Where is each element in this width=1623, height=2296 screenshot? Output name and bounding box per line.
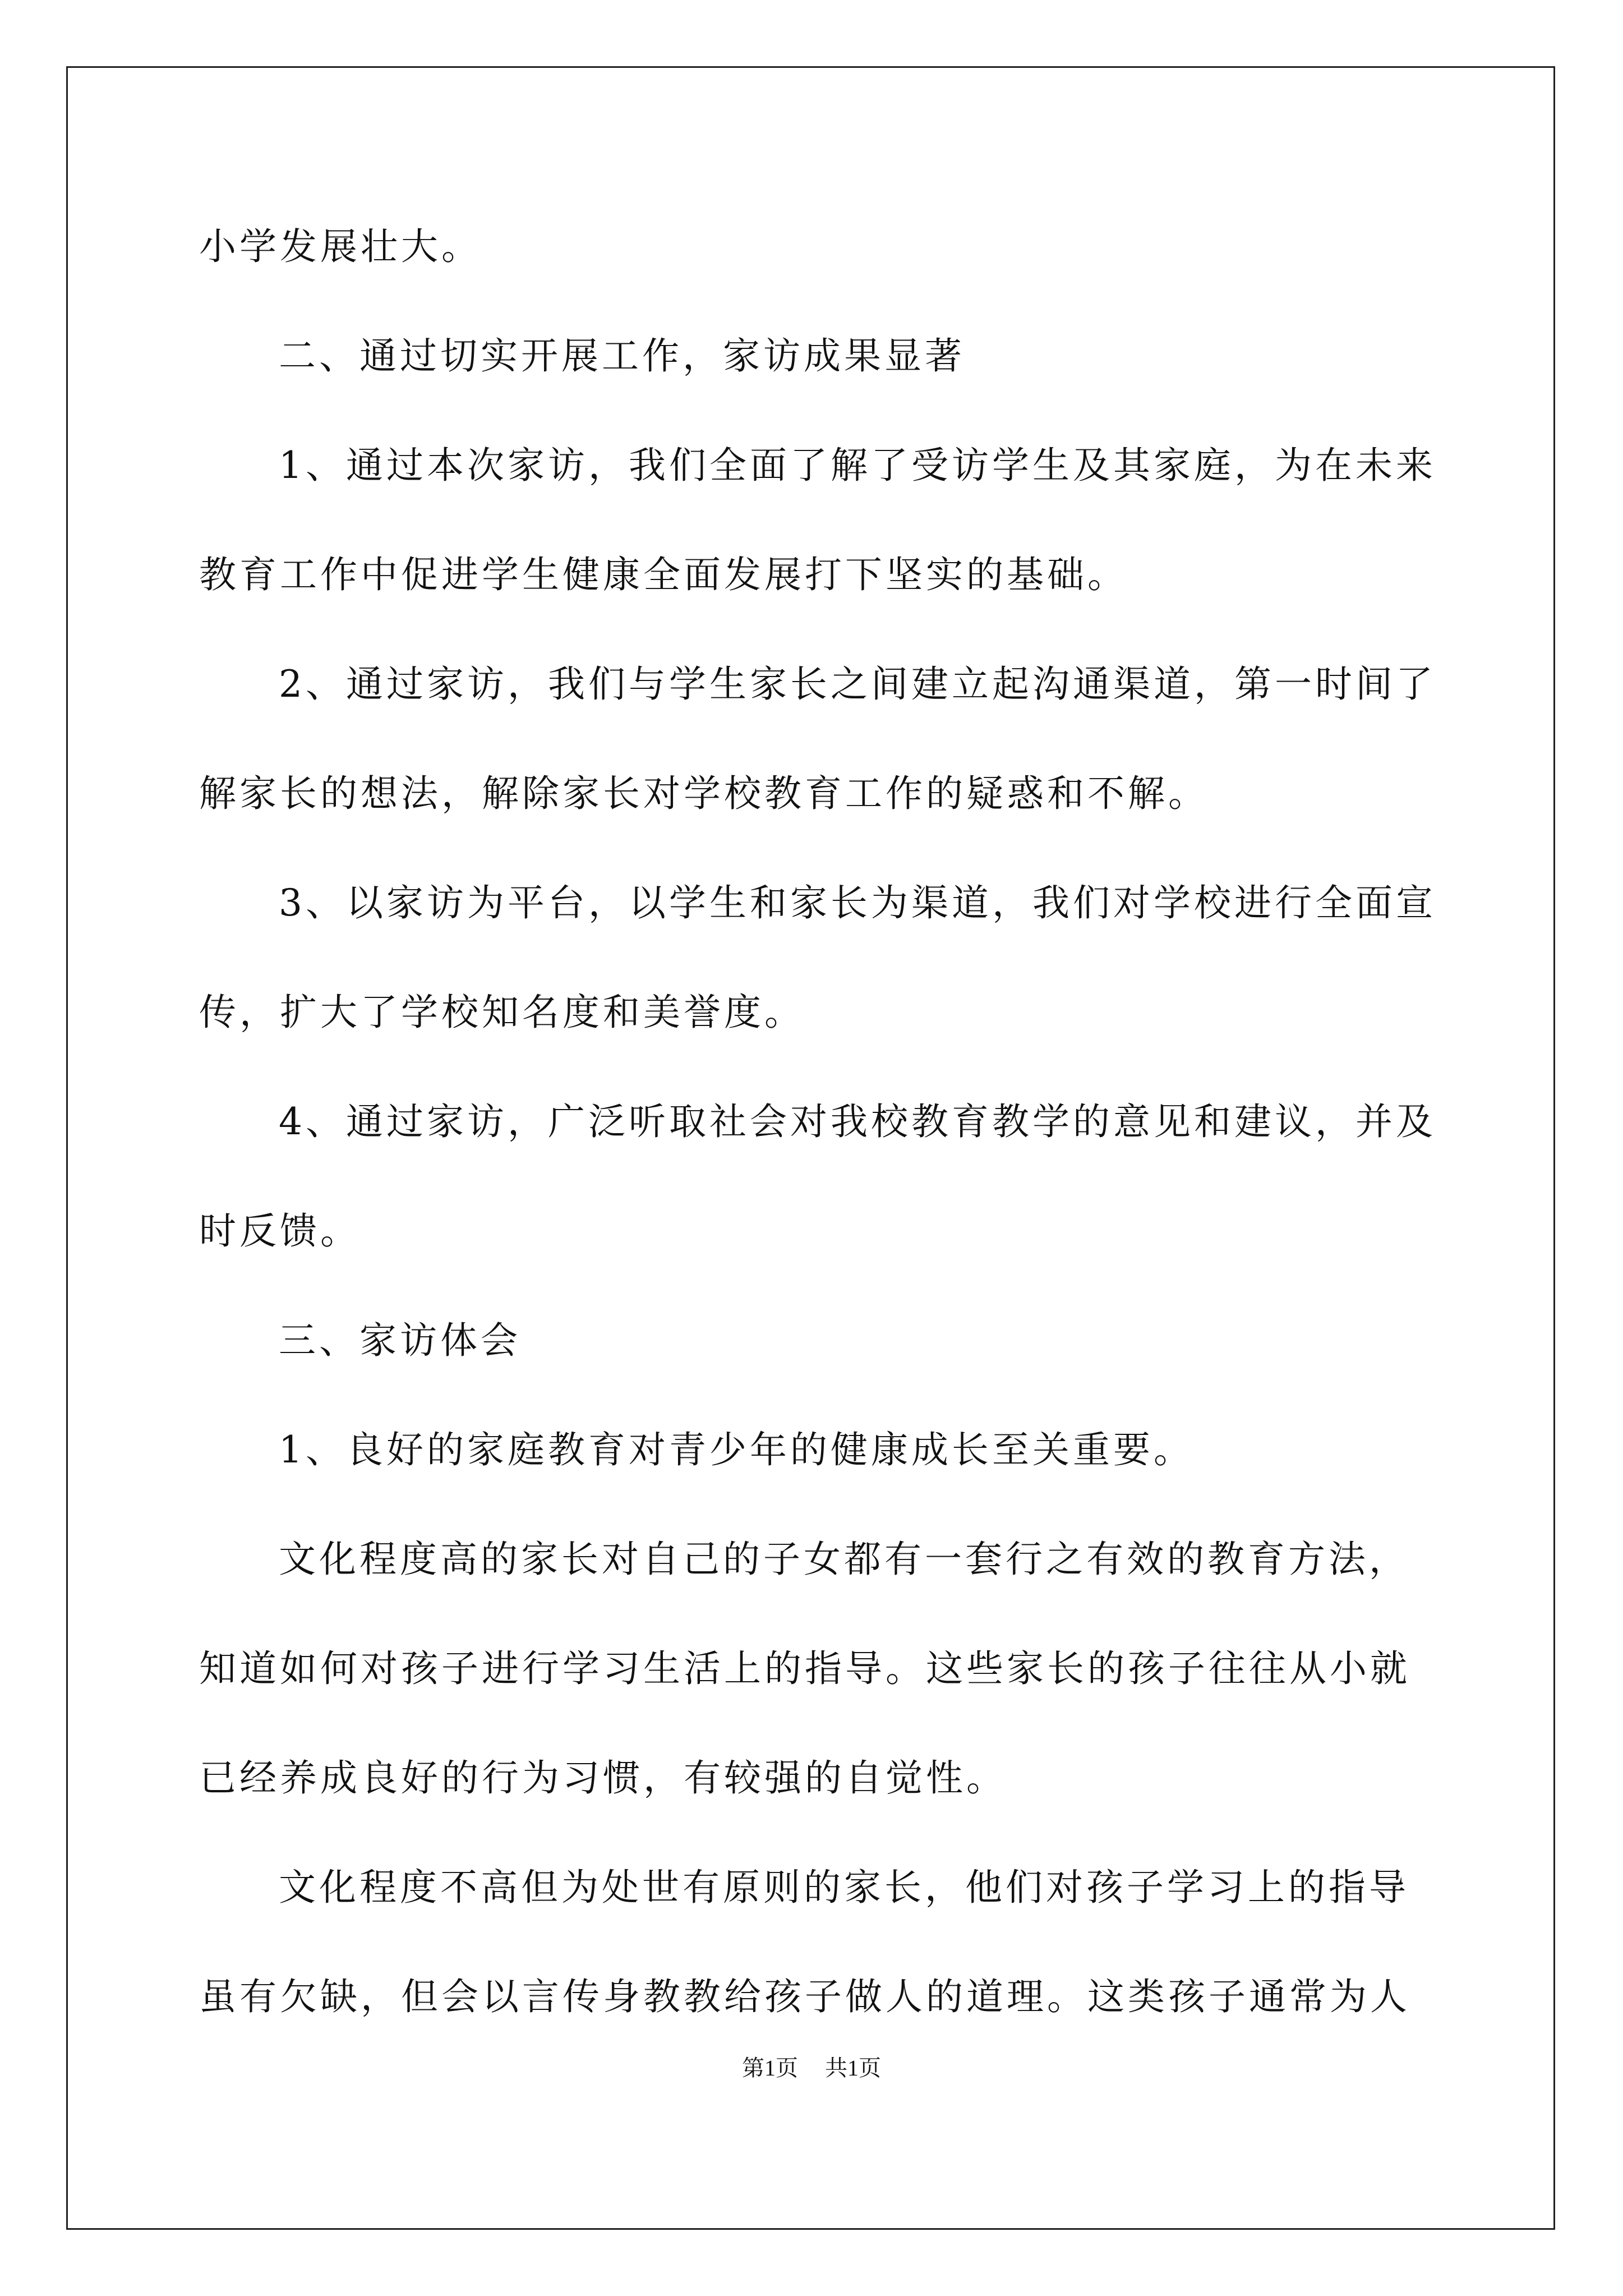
text-line: 小学发展壮大。: [199, 225, 482, 268]
text-line: 1、良好的家庭教育对青少年的健康成长至关重要。: [279, 1428, 1194, 1471]
text-line: 文化程度高的家长对自己的子女都有一套行之有效的教育方法，: [279, 1538, 1409, 1581]
section-heading: 二、通过切实开展工作，家访成果显著: [279, 334, 965, 378]
text-line: 3、以家访为平台，以学生和家长为渠道，我们对学校进行全面宣: [279, 881, 1436, 924]
page-number: 第1页: [742, 2055, 798, 2081]
text-line: 4、通过家访，广泛听取社会对我校教育教学的意见和建议，并及: [279, 1100, 1436, 1143]
page-footer: [0, 2054, 1623, 2082]
section-heading: 三、家访体会: [279, 1319, 521, 1362]
text-line: 时反馈。: [199, 1209, 361, 1253]
page-total: 共1页: [825, 2055, 881, 2081]
text-line: 知道如何对孩子进行学习生活上的指导。这些家长的孩子往往从小就: [199, 1647, 1410, 1690]
text-line: 虽有欠缺，但会以言传身教教给孩子做人的道理。这类孩子通常为人: [199, 1975, 1410, 2018]
text-line: 文化程度不高但为处世有原则的家长，他们对孩子学习上的指导: [279, 1866, 1409, 1909]
text-line: 解家长的想法，解除家长对学校教育工作的疑惑和不解。: [199, 772, 1209, 815]
text-line: 已经养成良好的行为习惯，有较强的自觉性。: [199, 1756, 1007, 1800]
text-line: 教育工作中促进学生健康全面发展打下坚实的基础。: [199, 553, 1128, 596]
text-line: 2、通过家访，我们与学生家长之间建立起沟通渠道，第一时间了: [279, 662, 1436, 706]
text-line: 1、通过本次家访，我们全面了解了受访学生及其家庭，为在未来: [279, 444, 1436, 487]
text-line: 传，扩大了学校知名度和美誉度。: [199, 991, 805, 1034]
